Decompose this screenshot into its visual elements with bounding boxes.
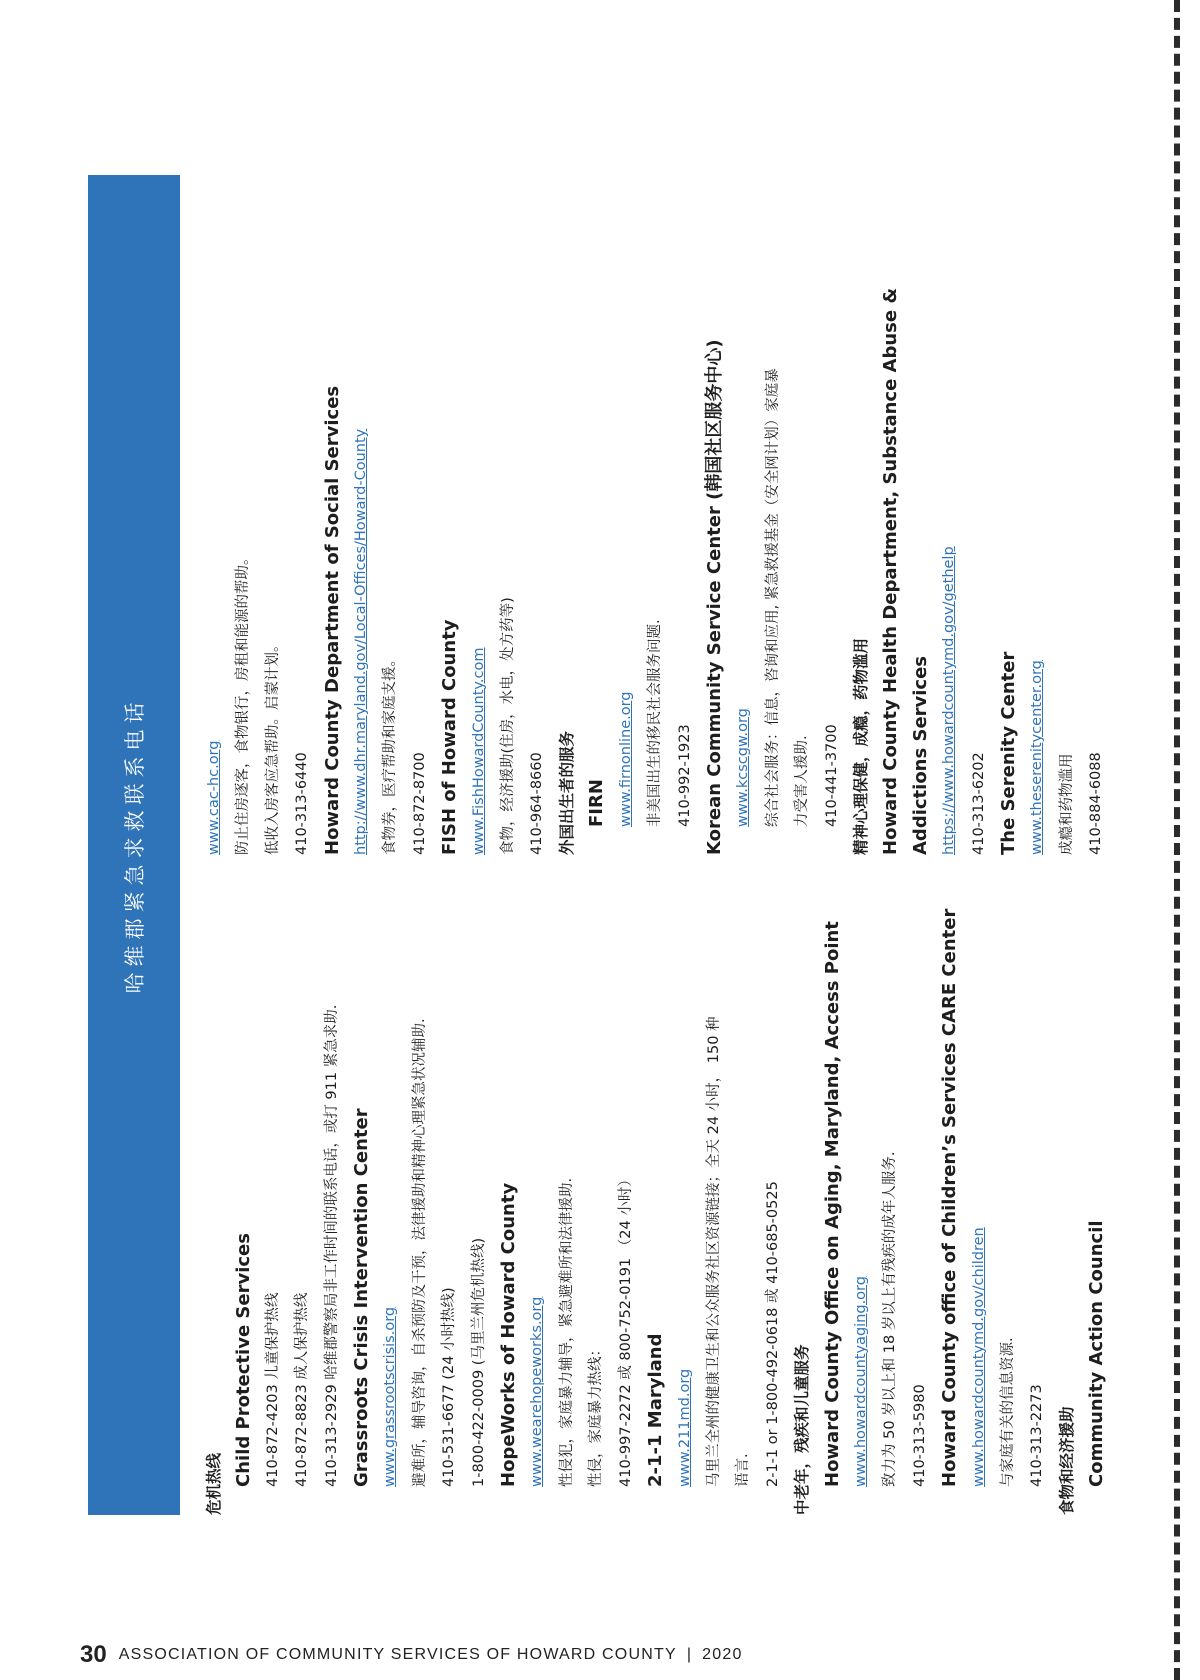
publisher-name: ASSOCIATION OF COMMUNITY SERVICES OF HOWARD COUNTY [118,1646,677,1663]
entry-line: 食物，经济援助(住房，水电，处方药等) [500,597,517,855]
entry-line: 避难所，辅导咨询，自杀预防及干预，法律援助和精神心理紧急状况辅助. [411,1018,428,1487]
entry-line: 力受害人援助. [794,735,811,827]
organization-name: Howard County Department of Social Services [321,385,343,855]
organization-name: Grassroots Crisis Intervention Center [351,1108,373,1487]
website-link[interactable]: www.firnonline.org [617,691,634,827]
organization-name: Child Protective Services [233,1233,255,1487]
section-heading: 精神心理保健，成瘾，药物滥用 [851,637,870,855]
website-link[interactable]: http://www.dhr.maryland.gov/Local-Offices/Howard-County [353,428,370,855]
section-heading: 外国出生者的服务 [557,730,576,855]
entry-line: 410-313-5980 [911,1384,928,1487]
organization-name: FISH of Howard County [439,619,461,855]
banner [88,175,180,1515]
entry-line: 1-800-422-0009 (马里兰州危机热线) [470,1237,487,1487]
entry-line: 综合社会服务：信息，咨询和应用, 紧急救援基金（安全网计划）家庭暴 [764,368,781,827]
entry-line: 致力为 50 岁以上和 18 岁以上有残疾的成年人服务. [882,1151,899,1487]
entry-line: 马里兰全州的健康卫生和公众服务社区资源链接；全天 24 小时， 150 种 [705,1016,722,1487]
website-link[interactable]: www.wearehopeworks.org [529,1296,546,1487]
organization-name: Korean Community Service Center (韩国社区服务中心) [703,339,725,855]
directory-column-right [200,175,1112,855]
page-footer [80,1640,880,1670]
entry-line: 410-531-6677 (24 小时热线) [441,1287,458,1487]
organization-name: HopeWorks of Howard County [498,1182,520,1487]
entry-line: 410-872-8823 成人保护热线 [294,1292,311,1487]
entry-line: 语言. [735,1453,752,1487]
entry-line: 410-872-4203 儿童保护热线 [264,1292,281,1487]
organization-name: Community Action Council [1086,1220,1108,1487]
footer-separator: | [686,1646,693,1663]
section-heading: 食物和经济援助 [1057,1406,1076,1515]
organization-name: FIRN [586,779,608,827]
section-heading: 危机热线 [205,1452,223,1515]
page-number: 30 [80,1641,107,1668]
website-link[interactable]: www.cac-hc.org [206,740,222,855]
entry-line: 410-872-8700 [411,752,428,855]
entry-line: 性侵，家庭暴力热线： [588,1342,605,1487]
entry-line: 410-313-2273 [1029,1384,1046,1487]
entry-line: 410-992-1923 [676,724,693,827]
entry-line: 2-1-1 or 1-800-492-0618 或 410-685-0525 [764,1181,781,1487]
entry-line: 与家庭有关的信息资源. [999,1337,1016,1487]
website-link[interactable]: www.howardcountymd.gov/children [970,1227,987,1487]
entry-line: 成瘾和药物滥用 [1058,753,1075,855]
entry-line: 410-997-2272 或 800-752-0191 （24 小时） [617,1172,634,1487]
organization-name: 2-1-1 Maryland [645,1333,667,1487]
entry-line: 性侵犯，家庭暴力辅导，紧急避难所和法律援助. [558,1177,575,1487]
entry-line: 410-884-6088 [1088,752,1105,855]
banner-title: 哈维郡紧急求救联系电话 [123,696,147,994]
entry-line: 410-313-6202 [970,752,987,855]
website-link[interactable]: www.211md.org [676,1368,693,1487]
organization-name: The Serenity Center [997,651,1019,855]
entry-line: 410-313-2929 哈维郡警察局非工作时间的联系电话，或打 911 紧急求助. [323,1004,340,1487]
entry-line: 非美国出生的移民社会服务问题. [647,619,664,827]
entry-line: 410-441-3700 [823,724,840,827]
entry-line: 低收入房客应急帮助。启蒙计划。 [264,637,281,855]
website-link[interactable]: www.howardcountyaging.org [852,1276,869,1487]
publication-year: 2020 [702,1646,743,1663]
website-link[interactable]: www.theserenitycenter.org [1029,660,1046,855]
organization-name: Addictions Services [909,655,931,855]
dashed-cut-line [1174,0,1180,1680]
organization-name: Howard County office of Children’s Services CARE Center [939,908,961,1487]
entry-line: 410-313-6440 [294,752,311,855]
organization-name: Howard County Health Department, Substance Abuse & [880,287,902,855]
website-link[interactable]: www.kcscgw.org [735,708,752,827]
entry-line: 防止住房逐客，食物银行，房租和能源的帮助。 [235,550,252,855]
entry-line: 食物券，医疗帮助和家庭支援。 [382,652,399,855]
entry-line: 410-964-8660 [529,752,546,855]
website-link[interactable]: www.FishHowardCounty.com [470,647,487,855]
website-link[interactable]: https://www.howardcountymd.gov/gethelp [941,546,958,855]
organization-name: Howard County Office on Aging, Maryland, Access Point [821,921,843,1487]
section-heading: 中老年，残疾和儿童服务 [793,1344,812,1515]
website-link[interactable]: www.grassrootscrisis.org [382,1306,399,1487]
directory-column-left [200,908,1112,1515]
rotated-directory-page [88,175,1108,1515]
